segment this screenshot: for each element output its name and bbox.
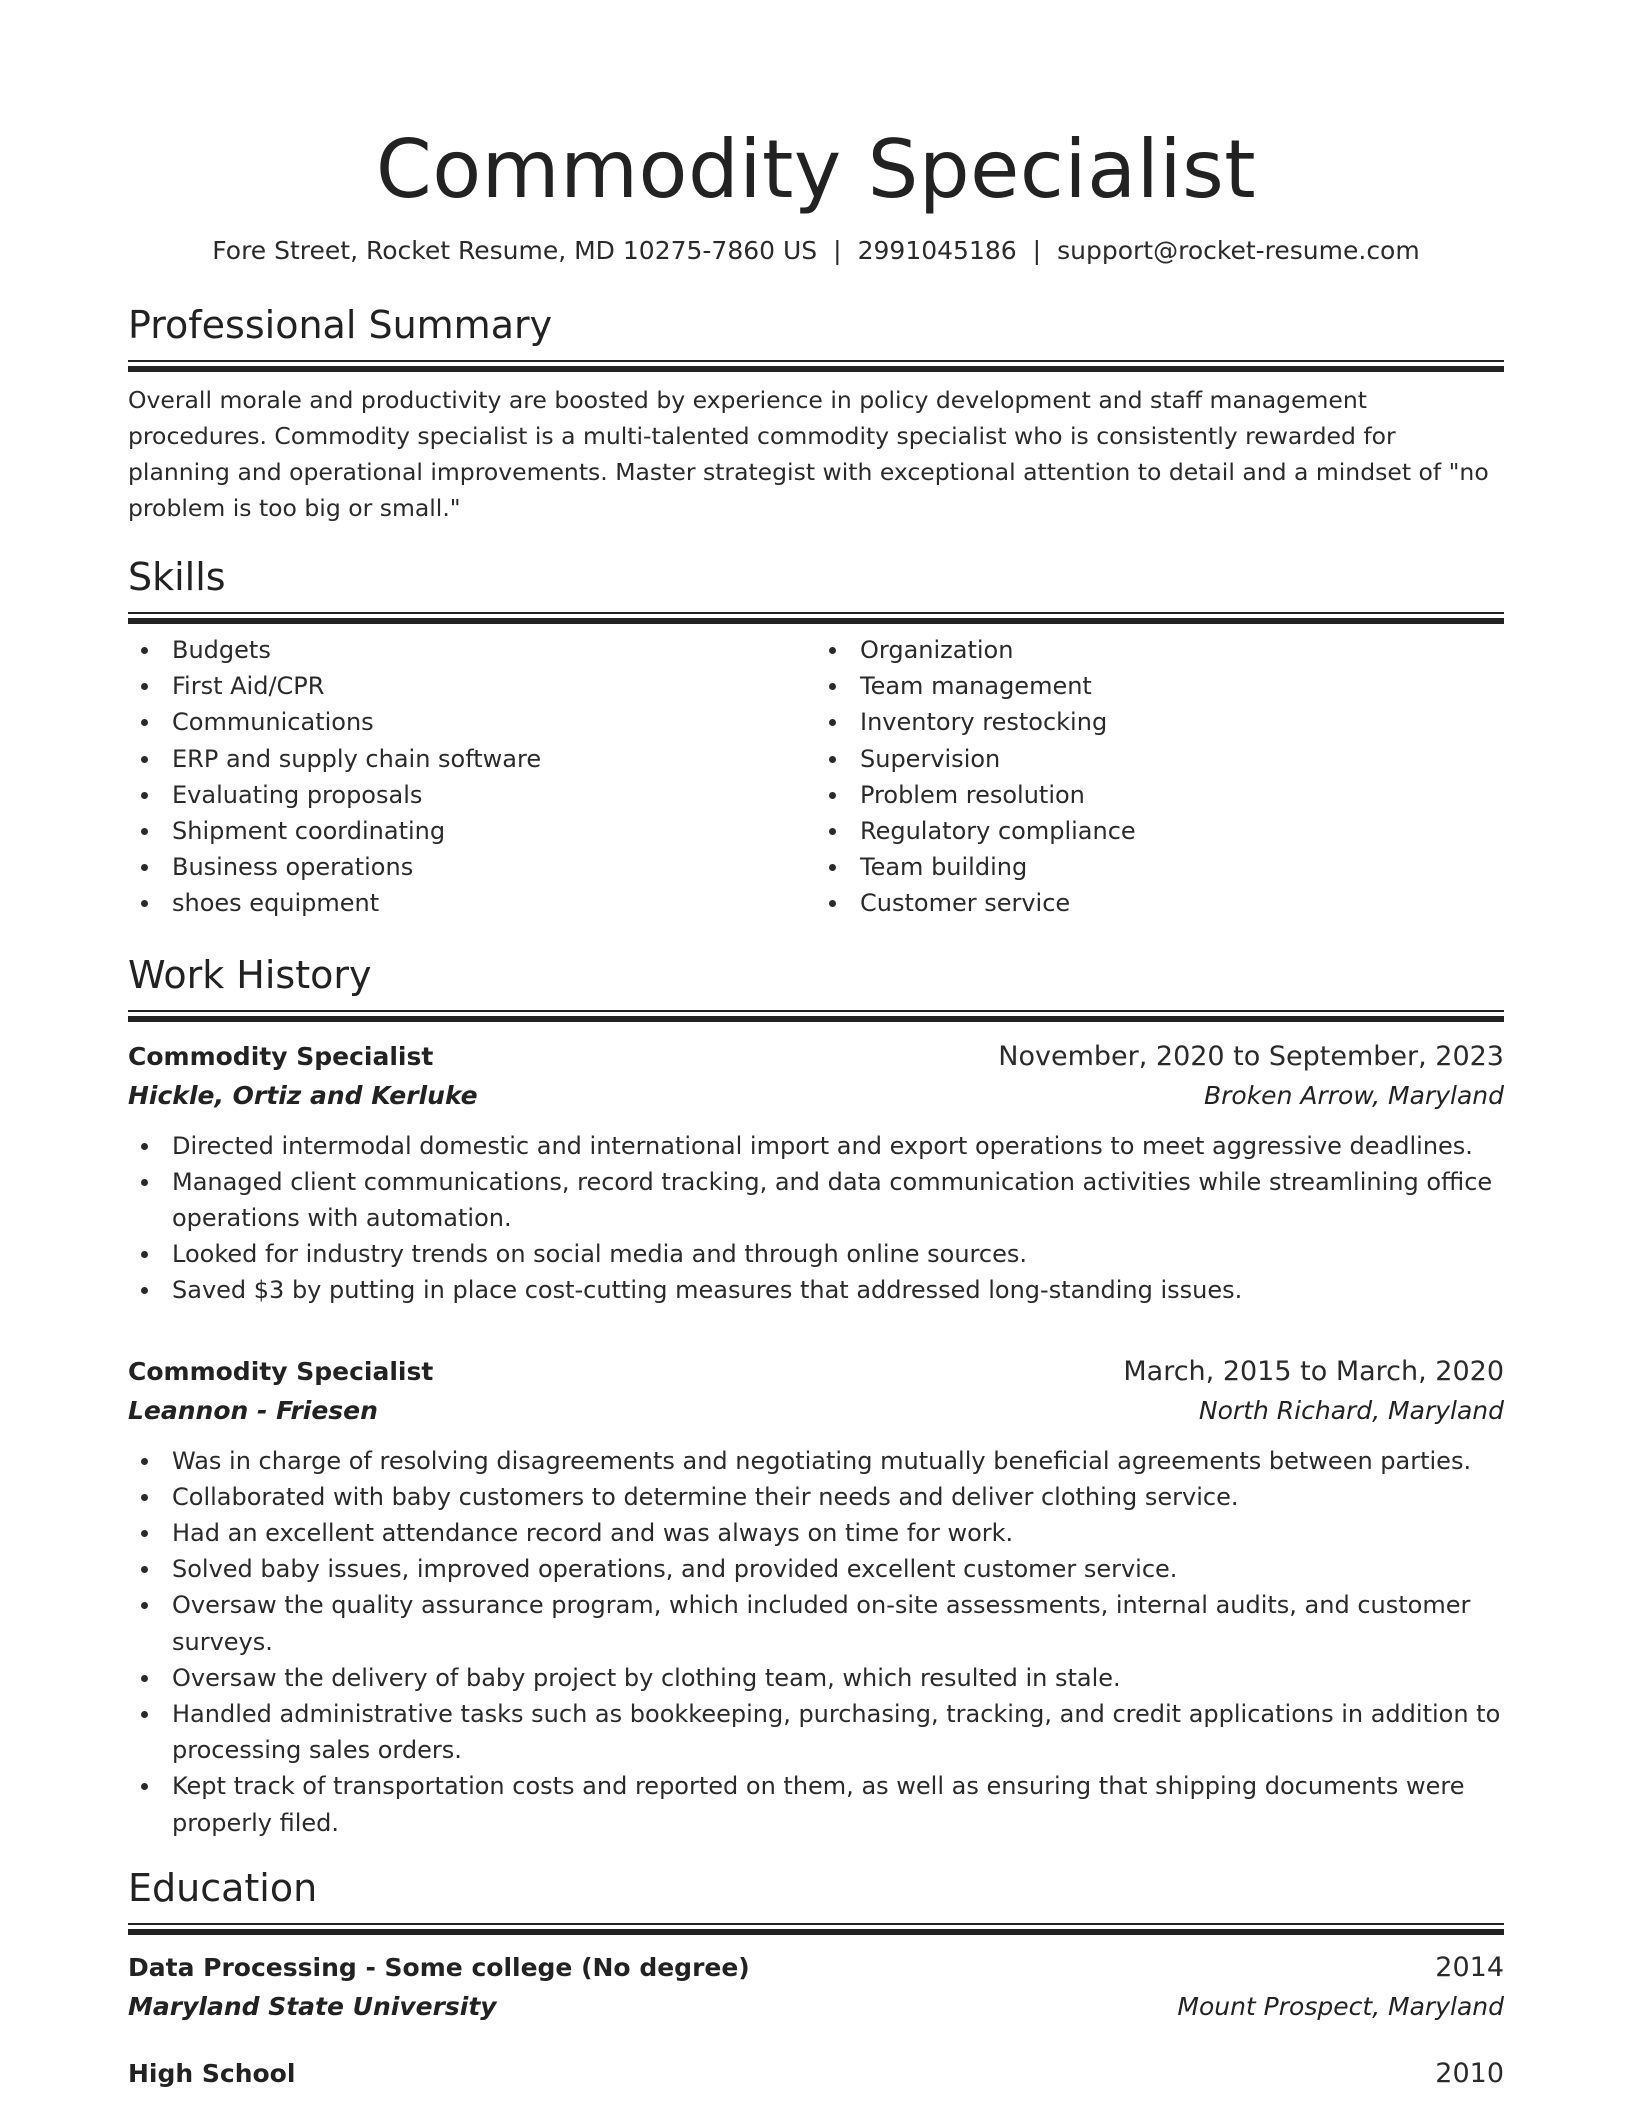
education-year: 2014	[1435, 1951, 1504, 1983]
skill-item: Communications	[128, 704, 816, 740]
professional-summary-section	[128, 302, 1504, 526]
job-bullet: Collaborated with baby customers to determine their needs and deliver clothing service.	[128, 1479, 1504, 1515]
education-school: Maryland State University	[128, 1991, 497, 2021]
skill-item: Evaluating proposals	[128, 777, 816, 813]
job-bullet: Directed intermodal domestic and international import and export operations to meet aggressive deadlines.	[128, 1128, 1504, 1164]
skill-item: Organization	[816, 632, 1504, 668]
education-location: Mount Prospect, Maryland	[1177, 1991, 1504, 2021]
skill-item: Supervision	[816, 741, 1504, 777]
skills-section	[128, 554, 1504, 922]
contact-separator: |	[1032, 236, 1042, 265]
skill-item: Shipment coordinating	[128, 813, 816, 849]
education-degree: Data Processing - Some college (No degree)	[128, 1952, 750, 1982]
section-title: Education	[128, 1865, 318, 1910]
contact-email: support@rocket-resume.com	[1057, 236, 1420, 265]
job-bullet: Handled administrative tasks such as bookkeeping, purchasing, tracking, and credit applications in addition to processing sales orders.	[128, 1696, 1504, 1768]
job-dates: March, 2015 to March, 2020	[1123, 1355, 1504, 1387]
job-title: Commodity Specialist	[128, 1356, 434, 1386]
job-dates: November, 2020 to September, 2023	[998, 1040, 1504, 1072]
skill-item: Regulatory compliance	[816, 813, 1504, 849]
section-divider	[128, 1010, 1504, 1022]
summary-text: Overall morale and productivity are boosted by experience in policy development and staff management procedures. Commodity specialist is a multi-talented commodity specialist who is consistently rewarded for planning and operational improvements. Master strategist with exceptional attention to detail and a mindset of "no problem is too big or small."	[128, 386, 1489, 522]
job-bullet: Looked for industry trends on social media and through online sources.	[128, 1236, 1504, 1272]
job-bullet: Oversaw the quality assurance program, which included on-site assessments, internal audits, and customer surveys.	[128, 1587, 1504, 1659]
job-bullet: Was in charge of resolving disagreements and negotiating mutually beneficial agreements between parties.	[128, 1443, 1504, 1479]
contact-separator: |	[833, 236, 842, 265]
skill-item: Team management	[816, 668, 1504, 704]
skill-item: ERP and supply chain software	[128, 741, 816, 777]
skill-item: Inventory restocking	[816, 704, 1504, 740]
resume-name: Commodity Specialist	[375, 123, 1257, 216]
skills-right-list	[816, 632, 1504, 922]
skills-left-list	[128, 632, 816, 922]
section-title: Skills	[128, 555, 226, 599]
education-entry	[128, 1949, 1504, 2027]
section-title: Work History	[128, 952, 372, 997]
section-divider	[128, 612, 1504, 624]
job-bullets	[128, 1128, 1504, 1309]
skill-item: Problem resolution	[816, 777, 1504, 813]
job-company: Hickle, Ortiz and Kerluke	[128, 1080, 478, 1110]
job-bullet: Saved $3 by putting in place cost-cutting measures that addressed long-standing issues.	[128, 1272, 1504, 1308]
job-entry	[128, 1353, 1504, 1841]
work-history-section	[128, 952, 1504, 1841]
job-bullet: Managed client communications, record tracking, and data communication activities while streamlining office operations with automation.	[128, 1164, 1504, 1236]
job-bullets	[128, 1443, 1504, 1841]
resume-page	[128, 0, 1504, 2093]
skill-item: Budgets	[128, 632, 816, 668]
job-company: Leannon - Friesen	[128, 1395, 378, 1425]
job-entry	[128, 1038, 1504, 1309]
job-bullet: Kept track of transportation costs and reported on them, as well as ensuring that shipping documents were properly filed.	[128, 1768, 1504, 1840]
job-location: Broken Arrow, Maryland	[1203, 1080, 1504, 1110]
skill-item: Team building	[816, 849, 1504, 885]
skill-item: First Aid/CPR	[128, 668, 816, 704]
section-divider	[128, 360, 1504, 372]
education-entry	[128, 2055, 1504, 2093]
skill-item: Business operations	[128, 849, 816, 885]
education-degree: High School	[128, 2058, 296, 2088]
skill-item: Customer service	[816, 885, 1504, 921]
contact-phone: 2991045186	[857, 236, 1017, 265]
contact-line	[128, 234, 1504, 268]
job-bullet: Had an excellent attendance record and was always on time for work.	[128, 1515, 1504, 1551]
skills-columns	[128, 632, 1504, 922]
education-year: 2010	[1435, 2057, 1504, 2089]
section-divider	[128, 1923, 1504, 1935]
job-bullet: Solved baby issues, improved operations, and provided excellent customer service.	[128, 1551, 1504, 1587]
skill-item: shoes equipment	[128, 885, 816, 921]
section-title: Professional Summary	[128, 303, 553, 347]
job-title: Commodity Specialist	[128, 1041, 434, 1071]
job-location: North Richard, Maryland	[1198, 1395, 1504, 1425]
education-section	[128, 1865, 1504, 2093]
job-bullet: Oversaw the delivery of baby project by clothing team, which resulted in stale.	[128, 1660, 1504, 1696]
contact-address: Fore Street, Rocket Resume, MD 10275-7860 US	[212, 236, 818, 265]
